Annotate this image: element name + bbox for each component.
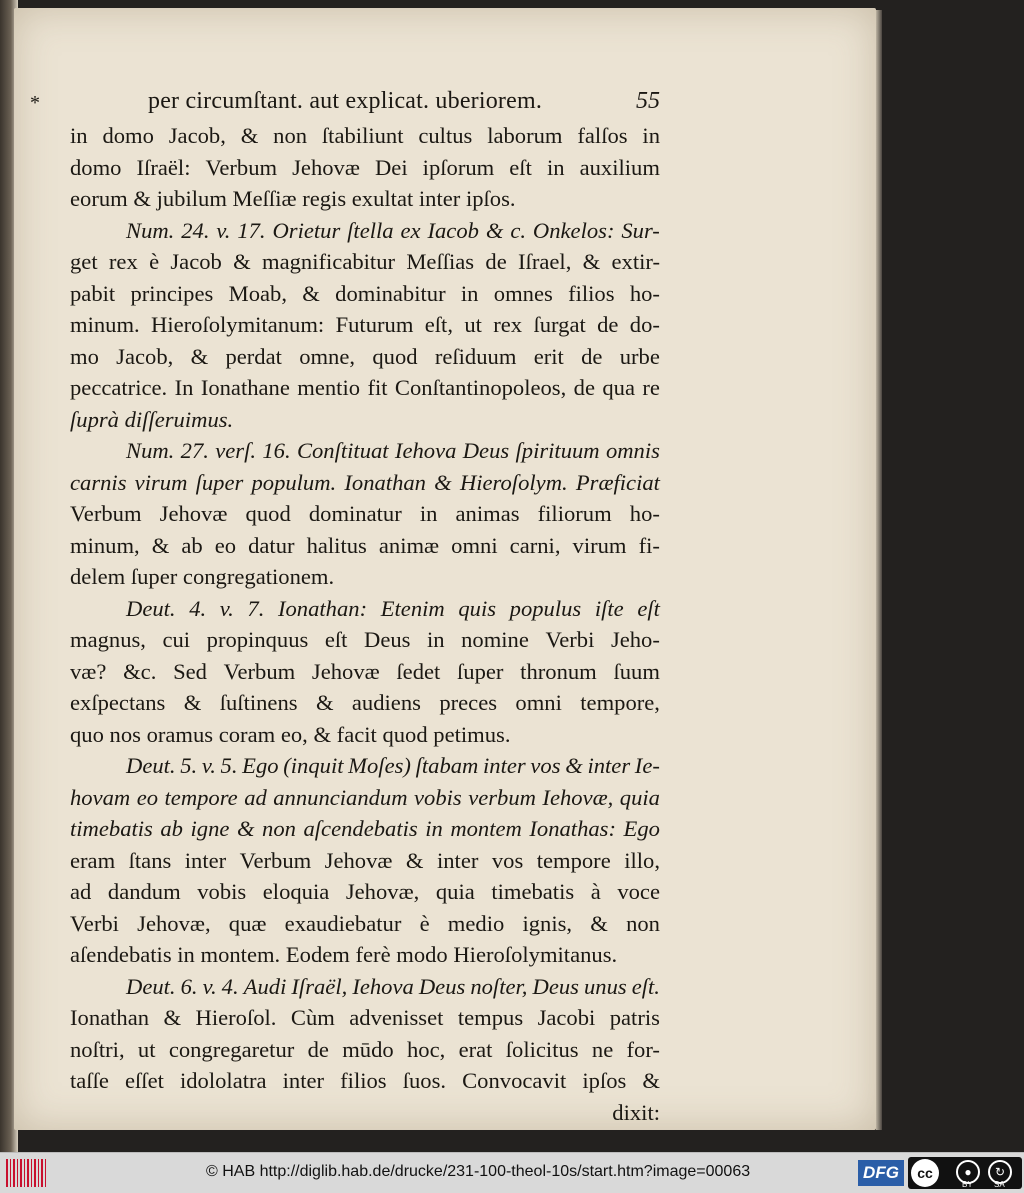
license-sa-label: SA <box>994 1180 1005 1189</box>
share-alike-icon: ↻ <box>988 1160 1012 1184</box>
text-line: in domo Jacob, & non ſtabiliunt cultus laborum falſos in <box>70 123 660 148</box>
text-line: væ? &c. Sed Verbum Jehovæ ſedet ſuper thronum ſuum <box>70 658 660 684</box>
text-line: taſſe eſſet idololatra inter filios ſuos. Convocavit ipſos & <box>70 1068 660 1093</box>
page-text <box>30 86 660 1128</box>
text-line: minum, & ab eo datur halitus animæ omni carni, virum fi- <box>70 532 660 558</box>
text-line: Deut. 5. v. 5. Ego (inquit Moſes) ſtabam inter vos & inter Ie- <box>126 753 660 778</box>
text-line: Ionathan & Hieroſol. Cùm advenisset tempus Jacobi patris <box>70 1005 660 1030</box>
text-line: ad dandum vobis eloquia Jehovæ, quia timebatis à voce <box>70 879 660 904</box>
cc-icon: cc <box>911 1159 939 1187</box>
text-line: pabit principes Moab, & dominabitur in omnes filios ho- <box>70 280 660 306</box>
text-line: eram ſtans inter Verbum Jehovæ & inter vos tempore illo, <box>70 847 660 873</box>
text-line: carnis virum ſuper populum. Ionathan & Hieroſolym. Præficiat <box>70 469 660 495</box>
attribution-link[interactable]: © HAB http://diglib.hab.de/drucke/231-100-theol-10s/start.htm?image=00063 <box>206 1163 751 1180</box>
barcode-logo-icon <box>6 1159 46 1187</box>
text-line: aſendebatis in montem. Eodem ferè modo Hieroſolymitanus. <box>70 942 618 967</box>
cc-license-badge[interactable] <box>908 1157 1022 1189</box>
running-head <box>30 86 660 120</box>
marginal-mark: * <box>30 92 40 114</box>
page-edge-shadow <box>876 10 882 1130</box>
catchword: dixit: <box>612 1099 660 1125</box>
text-line: quo nos oramus coram eo, & facit quod petimus. <box>70 721 511 747</box>
text-line: Deut. 4. v. 7. Ionathan: Etenim quis populus iſte eſt <box>126 595 660 621</box>
text-line: hovam eo tempore ad annunciandum vobis verbum Iehovæ, quia <box>70 784 660 810</box>
page-number: 55 <box>636 88 660 114</box>
text-line: timebatis ab igne & non aſcendebatis in montem Ionathas: Ego <box>70 816 660 841</box>
book-page <box>14 8 876 1130</box>
text-line: magnus, cui propinquus eſt Deus in nomine Verbi Jeho- <box>70 627 660 652</box>
text-line: eorum & jubilum Meſſiæ regis exultat inter ipſos. <box>70 186 516 211</box>
text-line: noſtri, ut congregaretur de mūdo hoc, erat ſolicitus ne for- <box>70 1036 660 1062</box>
running-head-title: per circumſtant. aut explicat. uberiorem. <box>148 88 543 114</box>
text-lines <box>70 120 660 1097</box>
text-line: delem ſuper congregationem. <box>70 564 335 589</box>
text-line: ſuprà diſſeruimus. <box>70 406 234 432</box>
text-line: Verbum Jehovæ quod dominatur in animas filiorum ho- <box>70 501 660 526</box>
text-line: exſpectans & ſuſtinens & audiens preces omni tempore, <box>70 690 660 715</box>
license-by-label: BY <box>962 1180 973 1189</box>
text-line: peccatrice. In Ionathane mentio fit Conſtantinopoleos, de qua re <box>70 375 660 400</box>
text-line: Num. 27. verſ. 16. Conſtituat Iehova Deus ſpirituum omnis <box>126 438 660 463</box>
text-line: Num. 24. v. 17. Orietur ſtella ex Iacob & c. Onkelos: Sur- <box>126 217 660 243</box>
dfg-logo: DFG <box>858 1160 904 1186</box>
text-line: domo Iſraël: Verbum Jehovæ Dei ipſorum eſt in auxilium <box>70 154 660 180</box>
person-icon: ● <box>956 1160 980 1184</box>
text-line: Verbi Jehovæ, quæ exaudiebatur è medio ignis, & non <box>70 910 660 936</box>
text-line: Deut. 6. v. 4. Audi Iſraël, Iehova Deus noſter, Deus unus eſt. <box>126 973 660 999</box>
text-line: mo Jacob, & perdat omne, quod reſiduum erit de urbe <box>70 343 660 369</box>
text-line: get rex è Jacob & magnificabitur Meſſias de Iſrael, & extir- <box>70 249 660 274</box>
footer-bar <box>0 1152 1024 1193</box>
text-line: minum. Hieroſolymitanum: Futurum eſt, ut rex ſurgat de do- <box>70 312 660 337</box>
